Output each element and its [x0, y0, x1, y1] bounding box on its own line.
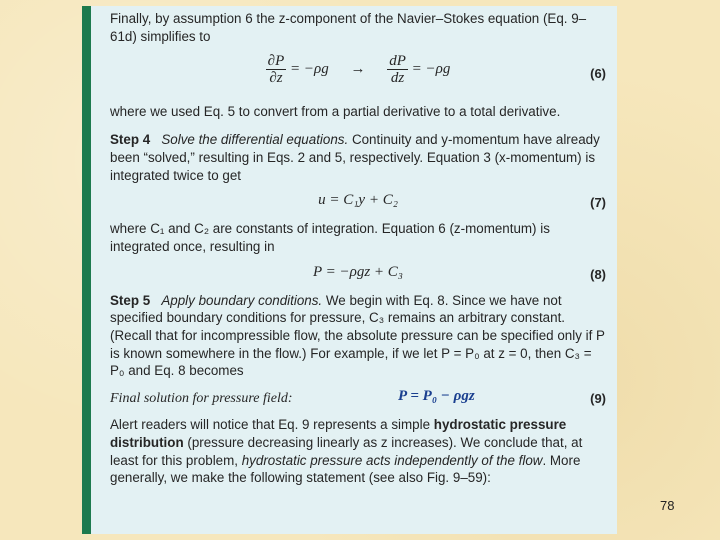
final-solution — [110, 386, 606, 410]
total-fraction — [387, 53, 408, 86]
equation-7-number: (7) — [590, 195, 606, 211]
step-5-paragraph — [110, 292, 606, 381]
alert-text-1: Alert readers will notice that Eq. 9 represents a simple — [110, 417, 434, 433]
equation-7 — [110, 190, 606, 214]
step-5-text: We begin with Eq. 8. Since we have not specified boundary conditions for pressure, C₃ remains an arbitrary constant. (Recall that for incompressible flow, the absolute pressure can be specified only if P is known somewhere in the flow.) For example, if we let P = P₀ at z = 0, then C₃ = P₀ and Eq. 8 becomes — [110, 292, 605, 379]
step-5-title: Apply boundary conditions. — [161, 292, 323, 308]
total-denominator: dz — [390, 70, 405, 87]
equation-9-number: (9) — [590, 391, 606, 407]
text-content — [110, 10, 606, 487]
page-number: 78 — [660, 498, 675, 513]
final-solution-expression: P = P₀ − ρgz — [398, 388, 475, 405]
total-numerator: dP — [389, 53, 406, 70]
equation-8-expression: P = −ρgz + C₃ — [312, 263, 403, 280]
final-solution-label: Final solution for pressure field: — [110, 391, 293, 407]
constants-paragraph: where C₁ and C₂ are constants of integration. Equation 6 (z-momentum) is integrated once, resulting in — [110, 221, 550, 254]
arrow-icon: → — [350, 61, 366, 78]
hydrostatic-term: hydrostatic pressure distribution — [110, 417, 567, 450]
eq5-paragraph: where we used Eq. 5 to convert from a partial derivative to a total derivative. — [110, 104, 561, 120]
total-rhs: = −ρg — [411, 61, 451, 78]
intro-paragraph: Finally, by assumption 6 the z-component of the Navier–Stokes equation (Eq. 9–61d) simplifies to — [110, 11, 587, 44]
step-5-label: Step 5 — [110, 292, 151, 308]
alert-text-2: (pressure decreasing linearly as z increases). We conclude that, at least for this problem, — [110, 434, 583, 468]
partial-rhs: = −ρg — [290, 61, 329, 78]
accent-bar — [82, 6, 91, 534]
partial-fraction — [266, 53, 287, 86]
textbook-panel — [82, 6, 617, 534]
equation-8-number: (8) — [590, 266, 606, 282]
equation-8 — [110, 262, 606, 286]
equation-6-number: (6) — [590, 66, 606, 82]
independence-statement: hydrostatic pressure acts independently of the flow — [241, 452, 543, 468]
partial-denominator: ∂z — [269, 70, 283, 87]
alert-text-3: . More generally, we make the following statement (see also Fig. 9–59): — [110, 452, 581, 486]
step-4-label: Step 4 — [110, 132, 151, 148]
step-4-paragraph — [110, 131, 606, 184]
partial-numerator: ∂P — [267, 53, 285, 70]
step-4-title: Solve the differential equations. — [161, 132, 349, 148]
step-4-text: Continuity and y-momentum have already been “solved,” resulting in Eqs. 2 and 5, respectively. Equation 3 (x-momentum) is integrated twice to get — [110, 132, 600, 183]
alert-paragraph — [110, 416, 606, 487]
equation-7-expression: u = C₁y + C₂ — [318, 192, 398, 209]
equation-6 — [110, 53, 606, 93]
